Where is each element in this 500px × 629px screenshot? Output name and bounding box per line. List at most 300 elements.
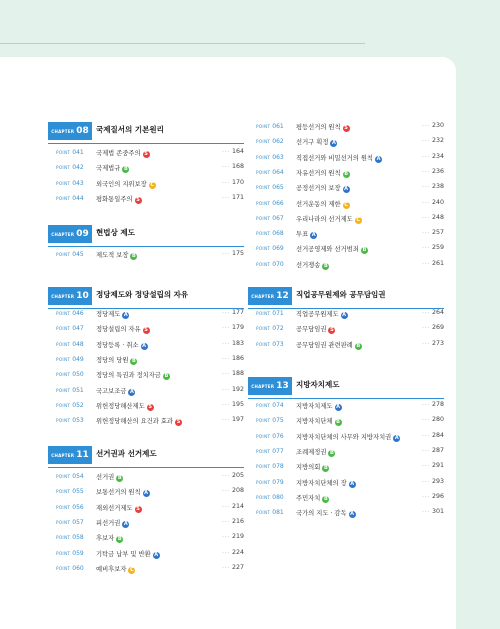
leader-dots: ··· [422,168,430,175]
point-no: 045 [72,251,84,258]
leader-dots: ··· [422,432,430,439]
page-value: 259 [431,244,444,252]
chapter-header [248,377,444,395]
leader-dots: ··· [422,260,430,267]
grade-badge-icon: A [123,312,128,318]
toc-item[interactable] [48,548,244,561]
point-word: POINT [56,372,71,378]
page-value: 177 [231,309,244,316]
toc-item[interactable] [248,415,444,428]
item-title [296,401,342,411]
leader-dots: ··· [222,355,230,362]
point-number [56,251,84,258]
grade-badge-icon: A [144,490,149,497]
page-number [222,549,244,556]
grade-badge-icon: A [344,186,349,193]
point-no: 067 [272,214,284,222]
grade-badge-icon: A [331,140,336,147]
point-no: 072 [272,325,284,333]
item-title-text: 공무담임권 [296,326,327,334]
point-word: POINT [256,124,271,129]
point-word: POINT [56,195,71,201]
point-word: POINT [256,418,271,424]
toc-item[interactable] [48,162,244,175]
grade-badge-icon: B [164,373,169,380]
page-number [422,260,444,267]
point-word: POINT [56,387,71,393]
page-value: 216 [231,517,244,525]
point-number [56,473,84,480]
item-title-text: 선거권 [96,474,115,481]
point-no: 060 [72,564,84,572]
point-no: 074 [272,402,284,409]
leader-dots: ··· [422,245,430,252]
point-word: POINT [256,464,271,470]
grade-badge-icon: B [123,166,128,173]
page-value: 232 [431,137,444,145]
item-title [96,401,154,411]
grade-badge-icon: S [176,419,181,426]
item-title-text: 보통선거의 원칙 [96,489,141,497]
point-word: POINT [56,550,71,556]
point-word: POINT [256,448,271,454]
page-value: 293 [431,477,444,485]
point-word: POINT [256,185,271,191]
toc-item[interactable] [48,178,244,191]
point-number [256,494,284,501]
grade-badge-icon: B [132,357,136,364]
toc-item[interactable] [248,213,444,226]
point-number [56,504,84,511]
point-no: 079 [272,478,284,486]
grade-badge-icon: B [336,419,340,426]
grade-badge-icon: B [117,475,122,481]
point-word: POINT [56,519,71,525]
chapter-number: 11 [76,450,89,460]
grade-badge-icon: S [148,403,152,410]
item-title [296,462,329,472]
point-number [56,534,84,541]
toc-item[interactable] [248,228,444,241]
page-number [222,472,244,479]
page-value: 236 [431,167,444,175]
toc-item[interactable] [48,563,244,576]
grade-badge-icon: A [142,342,146,349]
point-word: POINT [56,252,71,257]
toc-item[interactable] [248,507,444,520]
item-title-text: 국고보조금 [96,387,127,395]
page-value: 240 [431,198,444,206]
point-number [56,164,84,171]
point-number [56,371,84,378]
chapter-chip [48,287,92,305]
chapter-number: 08 [76,126,89,136]
item-title [296,214,362,224]
point-no: 051 [72,386,84,394]
item-title-text: 정당등록 · 취소 [96,341,139,349]
toc-item[interactable] [248,198,444,211]
point-number [56,180,84,187]
item-title-text: 국가의 지도 · 감독 [296,510,347,518]
point-word: POINT [256,154,271,160]
point-no: 046 [72,310,84,317]
point-number [256,325,284,332]
grade-badge-icon: A [350,511,355,518]
point-number [256,261,284,268]
item-title [96,194,142,204]
point-word: POINT [56,402,71,408]
toc-page [0,57,456,629]
grade-badge-icon: B [356,342,361,349]
point-number [56,341,84,348]
point-word: POINT [56,535,71,541]
item-title [296,153,382,163]
item-title-text: 평등선거의 원칙 [296,124,341,131]
item-title [96,309,129,319]
point-no: 058 [72,534,84,542]
point-number [56,356,84,363]
page-number [422,122,444,129]
toc-item[interactable] [248,400,444,413]
toc-item[interactable] [48,193,244,206]
item-title-text: 주민자치 [296,494,321,502]
point-number [256,200,284,207]
page-number [422,229,444,236]
toc-item[interactable] [248,492,444,505]
point-no: 076 [272,432,284,440]
point-word: POINT [256,231,271,237]
toc-item[interactable] [248,477,444,490]
page-value: 287 [431,446,444,454]
chapter-number: 13 [276,381,289,391]
page-number [222,564,244,571]
point-number [256,245,284,252]
grade-badge-icon: A [336,404,340,410]
chapter-title: 현법상 제도 [96,228,135,237]
page-value: 183 [231,339,244,347]
item-title-text: 우리나라의 선거제도 [296,215,353,223]
toc-item[interactable] [48,400,244,413]
item-title-text: 지방자치제도 [296,403,333,410]
toc-item[interactable] [248,167,444,180]
toc-item[interactable] [248,461,444,474]
item-title-text: 기탁금 납부 및 반환 [96,550,151,558]
point-number [56,488,84,495]
leader-dots: ··· [422,340,430,347]
toc-item[interactable] [248,308,444,321]
item-title [96,324,150,334]
page-value: 234 [431,152,444,160]
page-number [422,309,444,316]
leader-dots: ··· [422,402,430,408]
toc-item[interactable] [48,147,244,160]
page-number [422,401,444,408]
point-number [256,463,284,470]
grade-badge-icon: S [136,505,140,512]
item-title [296,122,350,132]
chapter-header [48,122,244,140]
item-title-text: 피선거권 [96,519,121,527]
page-value: 195 [231,400,244,408]
leader-dots: ··· [422,123,430,129]
leader-dots: ··· [222,417,230,424]
grade-badge-icon: A [154,551,159,558]
item-title-text: 지방자치단체의 사무와 지방자치권 [296,433,392,441]
toc-item[interactable] [248,121,444,134]
leader-dots: ··· [422,478,430,485]
point-no: 054 [72,473,84,480]
leader-dots: ··· [422,325,430,332]
leader-dots: ··· [422,493,430,500]
page-number [422,478,444,485]
point-no: 065 [272,184,284,192]
toc-item[interactable] [48,502,244,515]
toc-item[interactable] [48,517,244,530]
point-number [256,448,284,455]
page-number [222,194,244,201]
toc-item[interactable] [248,431,444,444]
leader-dots: ··· [222,325,230,332]
item-title-text: 공무담임권 관련판례 [296,341,353,349]
point-word: POINT [256,215,271,221]
point-number [56,565,84,572]
item-title [296,260,329,270]
grade-badge-icon: C [356,216,361,223]
grade-badge-icon: B [323,262,328,269]
toc-item[interactable] [248,339,444,352]
page-number [222,309,244,316]
point-word: POINT [56,504,71,510]
page-value: 171 [231,193,244,201]
point-word: POINT [256,341,271,347]
leader-dots: ··· [222,164,230,171]
page-value: 170 [231,178,244,186]
leader-dots: ··· [222,149,230,155]
page-number [422,168,444,175]
item-title [296,340,362,350]
item-title-text: 예비후보자 [96,565,127,573]
page-value: 257 [431,229,444,237]
item-title [296,324,335,334]
chapter-header [48,225,244,243]
page-number [222,250,244,257]
point-no: 050 [72,371,84,379]
point-number [256,402,284,409]
grade-badge-icon: S [344,125,348,131]
page-value: 208 [231,487,244,495]
page-number [422,324,444,331]
toc-item[interactable] [48,532,244,545]
point-number [56,149,84,156]
point-no: 061 [272,123,284,130]
page-value: 273 [431,339,444,347]
toc-item[interactable] [248,136,444,149]
item-title-text: 재외선거제도 [96,504,133,512]
page-number [422,153,444,160]
chapter-rule [248,398,444,399]
item-title [96,370,170,380]
point-word: POINT [56,418,71,424]
page-number [422,244,444,251]
item-title [296,432,400,442]
point-no: 071 [272,310,284,317]
item-title-text: 지방의회 [296,464,321,472]
chapter-title: 정당제도와 정당설립의 자유 [96,290,189,299]
point-number [256,184,284,191]
toc-item[interactable] [48,385,244,398]
point-word: POINT [56,489,71,495]
grade-badge-icon: B [344,170,348,177]
item-title [296,309,348,319]
point-no: 078 [272,463,284,471]
page-value: 301 [431,508,444,516]
chapter-word: CHAPTER [51,231,75,237]
point-number [56,325,84,332]
point-no: 042 [72,164,84,172]
chapter-chip [48,122,92,140]
point-no: 075 [272,417,284,425]
toc-item[interactable] [248,152,444,165]
point-no: 048 [72,340,84,348]
page-value: 269 [431,324,444,332]
page-value: 227 [231,563,244,571]
toc-item[interactable] [48,308,244,321]
leader-dots: ··· [222,179,230,186]
item-title-text: 공정선거의 보장 [296,185,341,193]
leader-dots: ··· [222,371,230,378]
toc-item[interactable] [248,243,444,256]
toc-item[interactable] [48,354,244,367]
toc-item[interactable] [48,339,244,352]
item-title-text: 자유선거의 원칙 [296,169,341,177]
chapter-word: CHAPTER [51,293,75,299]
point-number [256,230,284,237]
point-word: POINT [256,246,271,252]
point-no: 070 [272,260,284,268]
toc-item[interactable] [48,249,244,262]
grade-badge-icon: C [344,201,348,208]
page-value: 188 [231,370,244,378]
page-value: 197 [231,416,244,424]
item-title [296,447,335,457]
point-number [56,417,84,424]
leader-dots: ··· [222,473,230,479]
page-value: 168 [231,163,244,171]
item-title [96,355,137,365]
point-number [256,169,284,176]
leader-dots: ··· [422,310,430,316]
page-value: 192 [231,385,244,393]
chapter-rule [48,143,244,144]
grade-badge-icon: C [130,566,134,573]
toc-item[interactable] [48,471,244,484]
toc-item[interactable] [248,259,444,272]
page-value: 280 [431,416,444,424]
page-value: 278 [431,401,444,408]
page-number [422,508,444,515]
point-word: POINT [56,565,71,571]
item-title [96,148,150,158]
item-title [96,340,148,350]
page-value: 291 [431,462,444,470]
item-title-text: 지방자치단체의 장 [296,479,347,487]
page-number [222,148,244,155]
item-title [96,564,135,574]
point-no: 041 [72,149,84,156]
point-no: 062 [272,138,284,146]
item-title-text: 조례제정권 [296,448,327,456]
chapter-title: 직업공무원제와 공무담임권 [296,290,386,299]
item-title-text: 제도적 보장 [96,252,129,259]
item-title-text: 정당의 특권과 정치자금 [96,372,161,380]
toc-item[interactable] [48,486,244,499]
grade-badge-icon: S [144,327,148,334]
leader-dots: ··· [422,447,430,454]
page-value: 164 [231,148,244,155]
item-title [96,472,123,482]
item-title-text: 국제법 존중주의 [96,150,141,157]
toc-item[interactable] [248,446,444,459]
page-value: 175 [231,250,244,257]
item-title [96,533,123,543]
point-number [256,433,284,440]
grade-badge-icon: B [323,495,328,502]
toc-item[interactable] [48,369,244,382]
page-number [222,355,244,362]
leader-dots: ··· [422,417,430,424]
point-word: POINT [56,311,71,316]
item-title [96,163,129,173]
page-value: 224 [231,548,244,556]
point-word: POINT [256,433,271,439]
grade-badge-icon: A [123,520,128,527]
grade-badge-icon: A [394,434,399,441]
page-number [222,163,244,170]
point-word: POINT [256,510,271,516]
point-word: POINT [256,261,271,267]
leader-dots: ··· [222,340,230,347]
page-value: 205 [231,472,244,479]
item-title-text: 직업공무원제도 [296,311,339,318]
page-number [222,179,244,186]
page-number [422,447,444,454]
leader-dots: ··· [422,153,430,160]
chapter-word: CHAPTER [51,452,75,458]
item-title-text: 선거구 획정 [296,139,329,147]
page-number [222,416,244,423]
toc-item[interactable] [48,323,244,336]
grade-badge-icon: A [376,155,381,162]
leader-dots: ··· [422,214,430,221]
point-word: POINT [56,165,71,171]
page-value: 219 [231,533,244,541]
page-number [422,340,444,347]
chapter-chip [248,377,292,395]
page-number [422,462,444,469]
point-word: POINT [256,311,271,316]
point-no: 068 [272,230,284,238]
point-word: POINT [56,180,71,186]
chapter-title: 선거권과 선거제도 [96,449,157,458]
toc-item[interactable] [248,182,444,195]
point-no: 069 [272,245,284,253]
point-number [56,387,84,394]
leader-dots: ··· [222,534,230,541]
toc-item[interactable] [48,415,244,428]
chapter-word: CHAPTER [51,128,75,134]
toc-item[interactable] [248,323,444,336]
point-number [256,215,284,222]
